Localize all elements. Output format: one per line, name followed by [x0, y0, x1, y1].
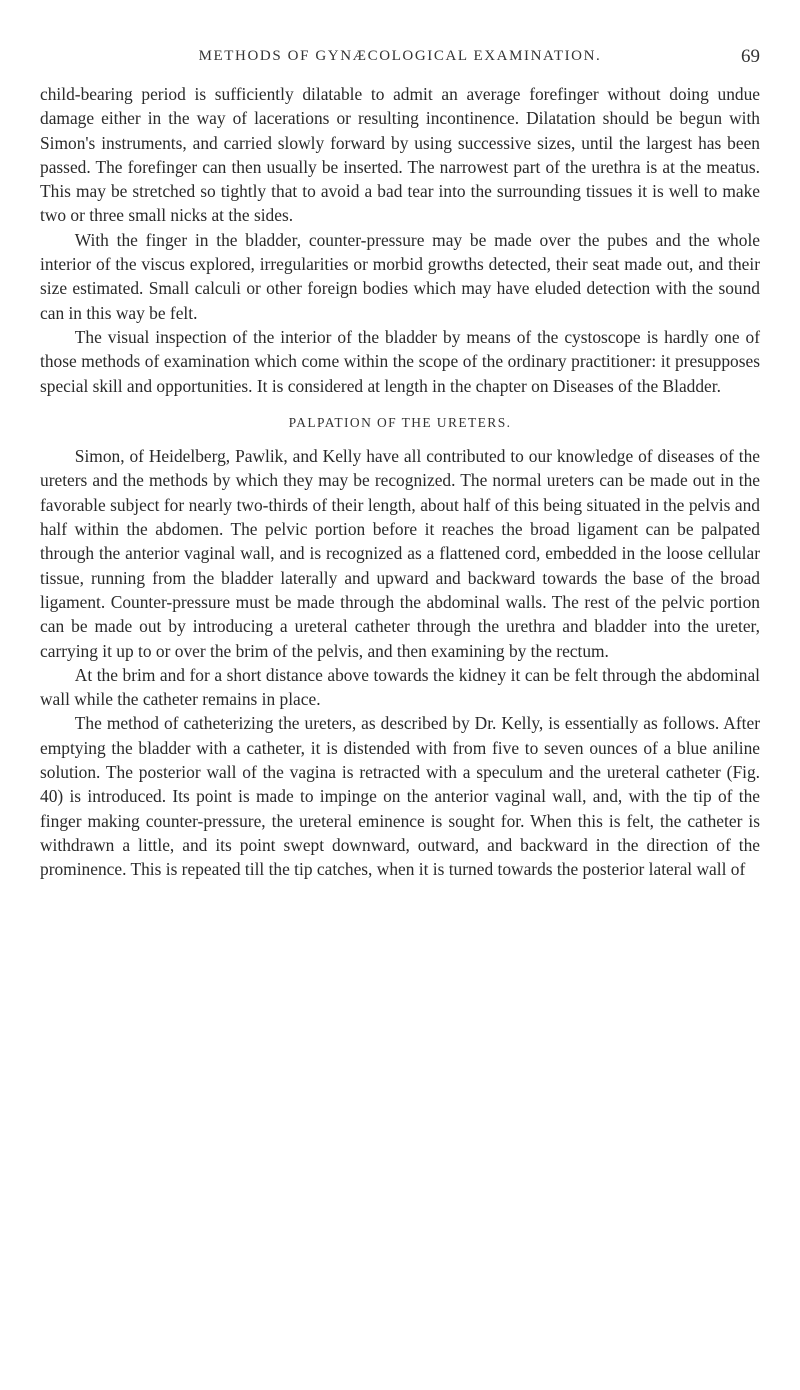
running-title: METHODS OF GYNÆCOLOGICAL EXAMINATION.	[198, 48, 602, 64]
book-page	[40, 48, 760, 882]
running-header	[40, 48, 760, 82]
paragraph: The method of catheterizing the ureters, as described by Dr. Kelly, is essentially as follows. After emptying the bladder with a catheter, it is distended with from five to seven ounces of a blue aniline solution. The posterior wall of the vagina is retracted with a speculum and the ureteral catheter (Fig. 40) is introduced. Its point is made to impinge on the anterior vaginal wall, and, with the tip of the finger making counter-pressure, the ureteral eminence is sought for. When this is felt, the catheter is withdrawn a little, and its point swept downward, outward, and backward in the direction of the prominence. This is repeated till the tip catches, when it is turned towards the posterior lateral wall of	[40, 713, 760, 880]
paragraph: Simon, of Heidelberg, Pawlik, and Kelly have all contributed to our knowledge of diseases of the ureters and the methods by which they may be recognized. The normal ureters can be made out in the favorable subject for nearly two-thirds of their length, about half of this being situated in the pelvis and half within the abdomen. The pelvic portion before it reaches the broad ligament can be palpated through the anterior vaginal wall, and is recognized as a flattened cord, embedded in the loose cellular tissue, running from the bladder laterally and upward and backward towards the base of the broad ligament. Counter-pressure must be made through the abdominal walls. The rest of the pelvic portion can be made out by introducing a ureteral catheter through the urethra and bladder into the ureter, carrying it up to or over the brim of the pelvis, and then examining by the rectum.	[40, 446, 760, 661]
paragraph: At the brim and for a short distance above towards the kidney it can be felt through the abdominal wall while the catheter remains in place.	[40, 664, 760, 710]
section-heading: PALPATION OF THE URETERS.	[288, 414, 512, 430]
paragraph: With the finger in the bladder, counter-pressure may be made over the pubes and the whole interior of the viscus explored, irregularities or morbid growths detected, their seat made out, and their size estimated. Small calculi or other foreign bodies which may have eluded detection with the sound can in this way be felt.	[40, 229, 760, 323]
paragraph: The visual inspection of the interior of the bladder by means of the cystoscope is hardly one of those methods of examination which come within the scope of the ordinary practitioner: it presupposes special skill and opportunities. It is considered at length in the chapter on Diseases of the Bladder.	[40, 326, 760, 396]
page-number: 69	[741, 46, 760, 67]
paragraph: child-bearing period is sufficiently dilatable to admit an average forefinger without doing undue damage either in the way of lacerations or resulting incontinence. Dilatation should be begun with Simon's instruments, and carried slowly forward by using successive sizes, until the largest has been passed. The forefinger can then usually be inserted. The narrowest part of the urethra is at the meatus. This may be stretched so tightly that to avoid a bad tear into the surrounding tissues it is well to make two or three small nicks at the sides.	[40, 84, 760, 226]
body-text	[40, 82, 760, 882]
